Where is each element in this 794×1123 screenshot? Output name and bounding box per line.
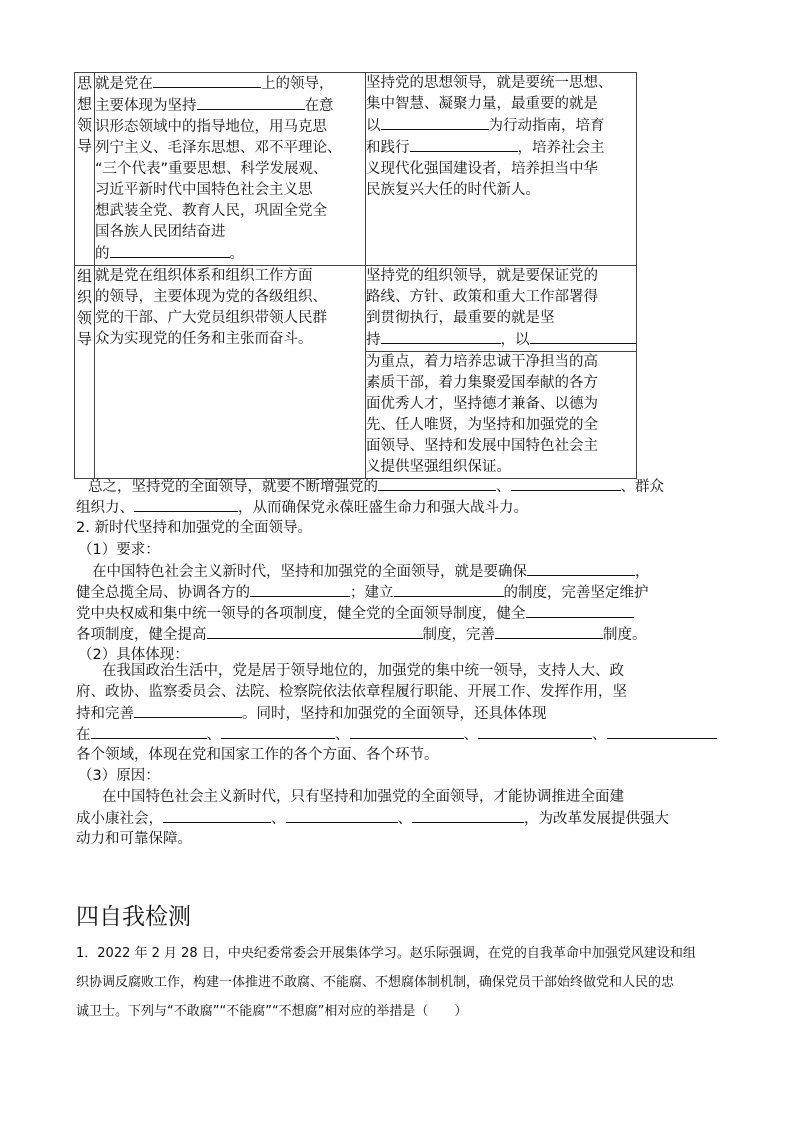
fill-in-blank[interactable] (410, 137, 518, 152)
specific-text: 在我国政治生活中，党是居于领导地位的，加强党的集中统一领导，支持人大、政 (102, 663, 624, 679)
requirement-line (76, 624, 647, 646)
requirement-label: （1）要求： (78, 542, 160, 558)
definition-text: 识形态领域中的指导地位，用马克思 (95, 119, 327, 135)
specific-text: 各个领域，体现在党和国家工作的各个方面、各个环节。 (76, 747, 439, 763)
meaning-line (366, 266, 636, 287)
specific-label: （2）具体体现： (78, 647, 189, 663)
meaning-text: 义现代化强国建设者，培养担当中华 (366, 161, 598, 177)
meaning-line (366, 94, 636, 115)
meaning-text: 面领导、坚持和发展中国特色社会主 (366, 438, 598, 454)
specific-text: 、 (463, 727, 478, 743)
question-line: 1．2022 年 2 月 28 日，中央纪委常委会开展集体学习。赵乐际强调，在党的自我革命中加强党风建设和组 (76, 946, 696, 961)
definition-line (95, 180, 365, 201)
category-char: 导 (76, 137, 92, 155)
fill-in-blank[interactable] (526, 603, 634, 618)
meaning-text: 面优秀人才，坚持德才兼备、以德为 (366, 396, 598, 412)
summary-text: 、群众 (620, 479, 664, 495)
category-char: 思 (76, 74, 92, 92)
section2-title: 2. 新时代坚持和加强党的全面领导。 (76, 520, 312, 536)
meaning-line (366, 436, 636, 457)
reason-text: 、 (271, 811, 286, 827)
reason-text: 动力和可靠保障。 (76, 831, 192, 847)
fill-in-blank[interactable] (134, 497, 238, 512)
fill-in-blank[interactable] (197, 95, 305, 110)
definition-line (95, 138, 365, 159)
specific-text: 府、政协、监察委员会、法院、检察院依法依章程履行职能、开展工作、发挥作用，坚 (76, 684, 627, 700)
requirement-text: ；建立 (350, 585, 394, 601)
definition-text: 习近平新时代中国特色社会主义思 (95, 182, 313, 198)
requirement-text: 制度，完善 (422, 627, 495, 643)
meaning-text: ，培养社会主 (517, 140, 605, 156)
reason-line (76, 808, 669, 830)
requirement-text: 在中国特色社会主义新时代，坚持和加强党的全面领导，就是要确保 (92, 564, 527, 580)
definition-text: 党的干部、广大党员组织带领人民群 (95, 310, 327, 326)
meaning-text: 为重点，着力培养忠诚干净担当的高 (366, 354, 598, 370)
meaning-cell-organization (366, 266, 637, 479)
definition-cell-organization (95, 266, 366, 479)
meaning-line (366, 329, 636, 351)
specific-line (76, 703, 547, 725)
reason-label: （3）原因： (78, 768, 160, 784)
specific-text: 、 (592, 727, 607, 743)
category-char: 领 (76, 309, 92, 327)
fill-in-blank[interactable] (134, 703, 242, 718)
meaning-line (366, 137, 636, 159)
meaning-text: 坚持党的组织领导，就是要保证党的 (366, 268, 598, 284)
fill-in-blank[interactable] (153, 73, 261, 88)
question-line: 诚卫士。下列与“不敢腐”“不能腐”“不想腐”相对应的举措是（ ） (76, 1004, 468, 1019)
requirement-text: ， (635, 564, 650, 580)
reason-line (102, 787, 624, 808)
meaning-line (366, 159, 636, 180)
summary-text: 组织力、 (76, 500, 134, 516)
requirement-line (76, 603, 634, 625)
meaning-line (366, 373, 636, 394)
definition-text: 上的领导， (261, 76, 334, 92)
definition-text: “三个代表”重要思想、科学发展观、 (95, 161, 328, 177)
reason-line (76, 829, 192, 850)
specific-text: 。同时，坚持和加强党的全面领导，还具体体现 (242, 706, 547, 722)
specific-text: 在 (76, 727, 91, 743)
fill-in-blank[interactable] (511, 476, 621, 491)
summary-line-1 (88, 476, 664, 498)
fill-in-blank[interactable] (207, 624, 423, 639)
fill-in-blank[interactable] (495, 624, 603, 639)
specific-text: 持和完善 (76, 706, 134, 722)
definition-line (95, 308, 365, 329)
definition-line (95, 159, 365, 180)
reason-text: 在中国特色社会主义新时代，只有坚持和加强党的全面领导，才能协调推进全面建 (102, 789, 624, 805)
summary-text: 、 (496, 479, 511, 495)
fill-in-blank[interactable] (286, 808, 398, 823)
meaning-text: 路线、方针、政策和重大工作部署得 (366, 289, 598, 305)
fill-in-blank[interactable] (91, 724, 207, 739)
reason-text: ，为改革发展提供强大 (524, 811, 669, 827)
specific-text: 、 (206, 727, 221, 743)
meaning-line (366, 115, 636, 137)
fill-in-blank[interactable] (350, 724, 464, 739)
definition-text: 的 (95, 246, 110, 262)
meaning-text: 民族复兴大任的时代新人。 (366, 182, 540, 198)
specific-line (76, 745, 439, 766)
definition-text: 众为实现党的任务和主张而奋斗。 (95, 331, 313, 347)
definition-line (95, 243, 365, 265)
definition-line (95, 95, 365, 117)
meaning-text: 坚持党的思想领导，就是要统一思想、 (366, 75, 613, 91)
fill-in-blank[interactable] (250, 582, 350, 597)
summary-text: 总之，坚持党的全面领导，就要不断增强党的 (88, 479, 378, 495)
table-row-thought (75, 73, 637, 266)
specific-line (76, 682, 627, 703)
meaning-text: 义提供坚强组织保证。 (366, 459, 511, 475)
meaning-line (366, 415, 636, 436)
definition-text: 。 (229, 246, 244, 262)
definition-text: 的领导，主要体现为党的各级组织、 (95, 289, 327, 305)
meaning-text: 为行动指南，培育 (488, 118, 605, 134)
reason-text: 、 (397, 811, 412, 827)
meaning-line (366, 73, 636, 94)
definition-text: 列宁主义、毛泽东思想、邓不平理论、 (95, 140, 342, 156)
leadership-table (74, 72, 637, 479)
table-row-organization (75, 266, 637, 479)
definition-line (95, 287, 365, 308)
definition-line (95, 329, 365, 350)
fill-in-blank[interactable] (527, 561, 635, 576)
category-char: 想 (76, 95, 92, 113)
fill-in-blank[interactable] (221, 724, 335, 739)
requirement-text: 制度。 (603, 627, 647, 643)
category-cell-thought (75, 73, 95, 266)
meaning-text: 持 (366, 332, 381, 348)
section4-heading: 四自我检测 (76, 904, 191, 930)
fill-in-blank[interactable] (381, 329, 501, 344)
category-char: 织 (76, 288, 92, 306)
definition-text: 主要体现为坚持 (95, 98, 197, 114)
category-char: 领 (76, 116, 92, 134)
definition-line (95, 73, 365, 95)
definition-line (95, 222, 365, 243)
fill-in-blank[interactable] (607, 724, 717, 739)
fill-in-blank[interactable] (110, 243, 230, 258)
definition-text: 想武装全党、教育人民，巩固全党全 (95, 203, 327, 219)
meaning-line (366, 457, 636, 478)
definition-line (95, 117, 365, 138)
category-cell-organization (75, 266, 95, 479)
meaning-text: 先、任人唯贤，为坚持和加强党的全 (366, 417, 598, 433)
meaning-text: 和践行 (366, 140, 410, 156)
specific-line (102, 661, 624, 682)
fill-in-blank[interactable] (163, 808, 271, 823)
meaning-line (366, 308, 636, 329)
meaning-text: 到贯彻执行，最重要的就是坚 (366, 310, 555, 326)
fill-in-blank[interactable] (378, 476, 496, 491)
requirement-text: 各项制度，健全提高 (76, 627, 207, 643)
definition-text: 就是党在 (95, 76, 153, 92)
question-line: 织协调反腐败工作，构建一体推进不敢腐、不能腐、不想腐体制机制，确保党员干部始终做党和人民的忠 (76, 975, 675, 990)
fill-in-blank[interactable] (478, 724, 592, 739)
requirement-text: 党中央权威和集中统一领导的各项制度，健全党的全面领导制度，健全 (76, 606, 526, 622)
fill-in-blank[interactable] (394, 582, 504, 597)
fill-in-blank[interactable] (530, 329, 637, 344)
meaning-text: 集中智慧、凝聚力量，最重要的就是 (366, 96, 598, 112)
specific-text: 、 (335, 727, 350, 743)
requirement-text: 的制度，完善坚定维护 (503, 585, 649, 601)
definition-line (95, 201, 365, 222)
specific-line (76, 724, 717, 746)
fill-in-blank[interactable] (412, 808, 524, 823)
meaning-text: 素质干部，着力集聚爱国奉献的各方 (366, 375, 598, 391)
requirement-text: 健全总揽全局、协调各方的 (76, 585, 250, 601)
requirement-line (76, 582, 649, 604)
meaning-line (366, 351, 636, 373)
category-char: 导 (76, 330, 92, 348)
definition-cell-thought (95, 73, 366, 266)
requirement-line (92, 561, 650, 583)
fill-in-blank[interactable] (381, 115, 489, 130)
reason-text: 成小康社会， (76, 811, 163, 827)
definition-text: 就是党在组织体系和组织工作方面 (95, 268, 313, 284)
meaning-line (366, 394, 636, 415)
definition-text: 国各族人民团结奋进 (95, 224, 226, 240)
definition-line (95, 266, 365, 287)
meaning-text: 以 (366, 118, 381, 134)
category-char: 组 (76, 267, 92, 285)
definition-text: 在意 (304, 98, 334, 114)
meaning-line (366, 180, 636, 201)
meaning-cell-thought (366, 73, 637, 266)
meaning-text: ，以 (500, 332, 530, 348)
summary-text: ，从而确保党永葆旺盛生命力和强大战斗力。 (238, 500, 528, 516)
summary-line-2 (76, 497, 528, 519)
meaning-line (366, 287, 636, 308)
